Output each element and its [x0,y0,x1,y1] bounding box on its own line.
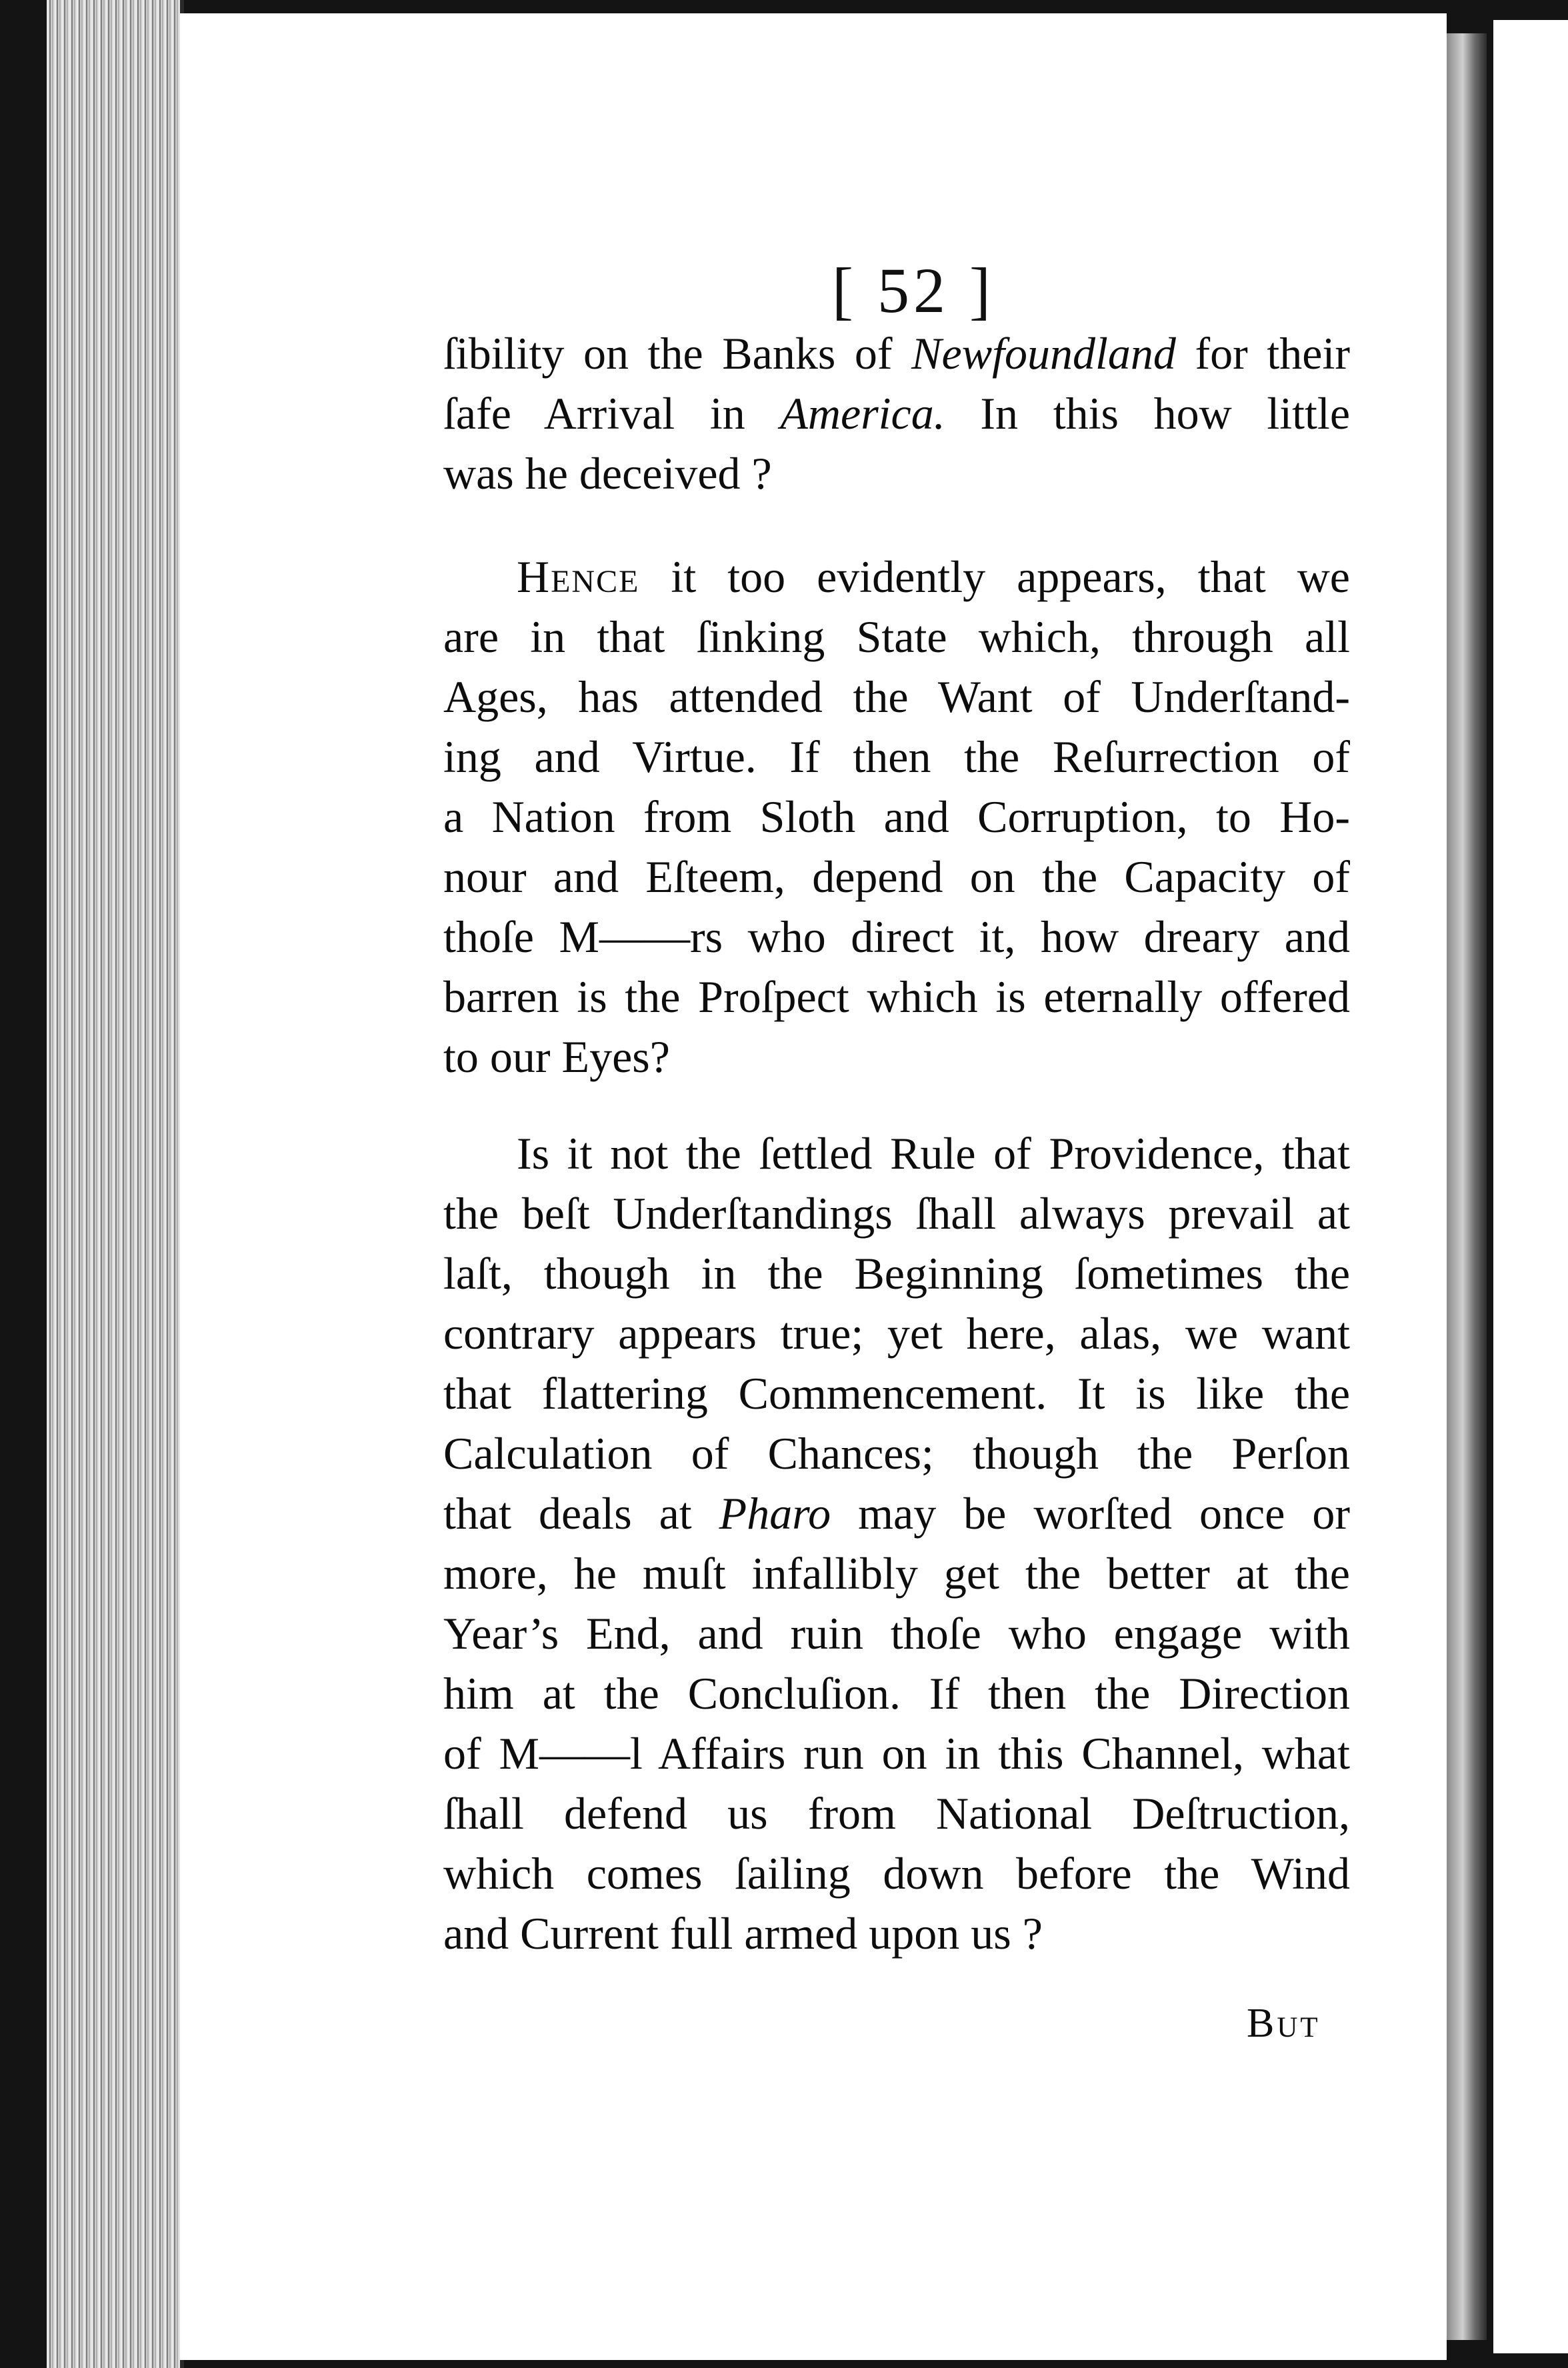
text-run: and Current full armed upon us ? [443,1908,1043,1959]
text-run: Year’s End, and ruin thoſe who engage with [443,1608,1350,1659]
text-line [443,607,1350,667]
text-line [443,1603,1350,1663]
text-run: the beſt Underſtandings ſhall always prevail at [443,1188,1350,1239]
text-line [443,907,1350,967]
text-run: contrary appears true; yet here, alas, we want [443,1308,1350,1359]
text-run: to our Eyes? [443,1031,670,1082]
text-line [443,967,1350,1027]
text-line [443,727,1350,787]
facing-page-edge [1493,20,1568,2353]
page-number: [ 52 ] [832,255,995,326]
text-run: which comes ſailing down before the Wind [443,1848,1350,1899]
text-line [443,1183,1350,1243]
paragraph-2 [443,547,1350,1087]
text-run: Ages, has attended the Want of Underſtand- [443,671,1350,722]
text-run: a Nation from Sloth and Corruption, to Ho- [443,791,1350,842]
text-run: of M——l Affairs run on in this Channel, what [443,1728,1350,1779]
text-run: more, he muſt infallibly get the better at the [443,1548,1350,1599]
text-line [443,1903,1350,1963]
text-line [443,1663,1350,1723]
text-run: was he deceived ? [443,448,772,499]
book-gutter [1447,33,1487,2340]
paragraph-1 [443,323,1350,503]
book-page-edges [47,0,184,2368]
text-run: thoſe M——rs who direct it, how dreary and [443,911,1350,962]
text-run: barren is the Proſpect which is eternally offered [443,971,1350,1022]
text-run: Calculation of Chances; though the Perſon [443,1428,1350,1479]
text-line [443,547,1350,607]
text-run: ſibility on the Banks of [443,328,912,379]
text-line [443,1543,1350,1603]
text-run: are in that ſinking State which, through all [443,611,1350,662]
text-run: it too evidently appears, that we [639,551,1350,602]
small-caps-text: Hence [517,551,640,602]
text-line [443,1243,1350,1303]
text-line [443,323,1350,383]
text-line [443,1363,1350,1423]
italic-text: Newfoundland [911,328,1176,379]
text-line [443,1843,1350,1903]
italic-text: America. [780,388,945,439]
text-run: Is it not the ſettled Rule of Providence, that [517,1128,1350,1179]
text-line [443,1783,1350,1843]
text-line [443,1723,1350,1783]
text-run: him at the Concluſion. If then the Direction [443,1668,1350,1719]
text-line [443,1027,1350,1087]
text-run: ſhall defend us from National Deſtruction, [443,1788,1350,1839]
text-run: may be worſted once or [831,1488,1350,1539]
text-run: laſt, though in the Beginning ſometimes the [443,1248,1350,1299]
text-line [443,667,1350,727]
text-run: In this how little [945,388,1351,439]
text-line [443,847,1350,907]
text-run: ſafe Arrival in [443,388,781,439]
text-line [443,1303,1350,1363]
text-line [443,383,1350,443]
text-line [443,787,1350,847]
text-run: for their [1175,328,1350,379]
text-run: nour and Eſteem, depend on the Capacity of [443,851,1350,902]
text-line [443,1423,1350,1483]
text-line [443,1483,1350,1543]
text-run: that flattering Commencement. It is like the [443,1368,1350,1419]
catchword: But [1247,2001,1321,2046]
paragraph-3 [443,1123,1350,1963]
text-line [443,1123,1350,1183]
text-run: ing and Virtue. If then the Reſurrection of [443,731,1350,782]
text-run: that deals at [443,1488,719,1539]
italic-text: Pharo [719,1488,831,1539]
text-line [443,443,1350,503]
